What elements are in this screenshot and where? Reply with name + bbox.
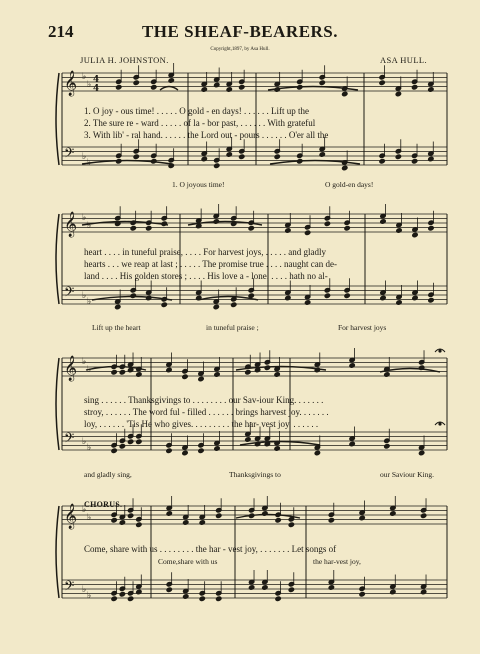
note-head xyxy=(216,596,222,601)
bass-cue-4-1: Come,share with us xyxy=(158,557,218,566)
flat-icon: ♭ xyxy=(82,291,87,301)
note-head xyxy=(248,226,254,231)
copyright-notice: Copyright,1897, by Asa Hull. xyxy=(210,47,270,52)
note-head xyxy=(136,522,142,527)
flat-icon: ♭ xyxy=(87,80,92,90)
note-head xyxy=(314,450,320,455)
note-head xyxy=(119,370,125,375)
lyricist-name: JULIA H. JOHNSTON. xyxy=(80,55,169,65)
verse-line-3-2: stroy, . . . . . . The word ful - filled . . . . . . brings harvest joy. . . . . . . xyxy=(84,407,329,417)
note-head xyxy=(111,370,117,375)
bass-clef-icon: 𝄢 xyxy=(64,145,75,164)
hymn-title: THE SHEAF-BEARERS. xyxy=(141,22,339,41)
note-head xyxy=(119,444,125,449)
time-signature: 4 xyxy=(93,75,100,85)
note-head xyxy=(275,518,281,523)
note-head xyxy=(136,439,142,444)
note-head xyxy=(328,518,334,523)
note-head xyxy=(412,85,418,90)
flat-icon: ♭ xyxy=(82,72,87,82)
verse-line-2-3: land . . . . His golden stores ; . . . . His love a - lone. . . . . hath no al- xyxy=(84,271,328,281)
flat-icon: ♭ xyxy=(87,591,92,601)
page-number: 214 xyxy=(48,22,74,41)
bass-cue-2-2: in tuneful praise ; xyxy=(206,323,259,332)
note-head xyxy=(161,302,167,307)
note-head xyxy=(324,293,330,298)
note-head xyxy=(133,80,139,85)
verse-line-1-1: 1. O joy - ous time! . . . . . O gold - en days! . . . . . . Lift up the xyxy=(84,106,309,116)
chorus-label: CHORUS. xyxy=(84,500,123,509)
note-head xyxy=(412,232,418,237)
note-head xyxy=(128,439,134,444)
verse-line-3-1: sing . . . . . . Thanksgivings to . . . . . . . . our Sav-iour King. . . . . . . xyxy=(84,395,324,405)
note-head xyxy=(231,302,237,307)
flat-icon: ♭ xyxy=(87,221,92,231)
note-head xyxy=(216,513,222,518)
flat-icon: ♭ xyxy=(87,513,92,523)
note-head xyxy=(116,85,122,90)
system-brace xyxy=(56,506,59,598)
note-head xyxy=(344,293,350,298)
note-head xyxy=(130,293,136,298)
bass-cue-3-3: our Saviour King. xyxy=(380,470,434,479)
bass-clef-icon: 𝄢 xyxy=(64,284,75,303)
bass-cue-2-1: Lift up the heart xyxy=(92,323,141,332)
bass-cue-1-2: O gold-en days! xyxy=(325,180,374,189)
flat-icon: ♭ xyxy=(87,443,92,453)
note-head xyxy=(384,444,390,449)
note-head xyxy=(166,587,172,592)
note-head xyxy=(146,226,152,231)
flat-icon: ♭ xyxy=(87,297,92,307)
note-head xyxy=(395,91,401,96)
fermata-dot xyxy=(439,350,441,352)
chorus-line: Come, share with us . . . . . . . . the har - vest joy, . . . . . . . Let songs of xyxy=(84,544,337,554)
flat-icon: ♭ xyxy=(87,365,92,375)
note-head xyxy=(128,596,134,601)
composer-name: ASA HULL. xyxy=(380,55,428,65)
note-head xyxy=(342,91,348,96)
fermata-dot xyxy=(439,423,441,425)
bass-cue-4-2: the har-vest joy, xyxy=(313,557,361,566)
note-head xyxy=(239,154,245,159)
time-signature: 4 xyxy=(93,84,100,94)
note-head xyxy=(421,513,427,518)
bass-cue-3-1: and gladly sing, xyxy=(84,470,132,479)
note-head xyxy=(115,304,121,309)
note-head xyxy=(166,448,172,453)
verse-line-1-3: 3. With lib' - ral hand. . . . . . the Lord out - pours . . . . . . O'er all the xyxy=(84,130,329,140)
note-head xyxy=(239,85,245,90)
flat-icon: ♭ xyxy=(82,213,87,223)
note-head xyxy=(395,154,401,159)
note-head xyxy=(342,165,348,170)
note-head xyxy=(419,450,425,455)
flat-icon: ♭ xyxy=(82,357,87,367)
note-head xyxy=(359,592,365,597)
note-head xyxy=(245,370,251,375)
system-brace xyxy=(56,214,59,304)
note-head xyxy=(344,226,350,231)
verse-line-2-1: heart . . . . in tuneful praise, . . . . For harvest joys, . . . . . and gladly xyxy=(84,247,326,257)
flat-icon: ♭ xyxy=(87,158,92,168)
note-head xyxy=(128,513,134,518)
flat-icon: ♭ xyxy=(82,437,87,447)
note-head xyxy=(428,298,434,303)
bass-clef-icon: 𝄢 xyxy=(64,430,75,449)
treble-clef-icon: 𝄞 xyxy=(64,504,78,529)
bass-cue-2-3: For harvest joys xyxy=(338,323,387,332)
note-head xyxy=(111,596,117,601)
flat-icon: ♭ xyxy=(82,152,87,162)
note-head xyxy=(379,80,385,85)
note-head xyxy=(119,592,125,597)
bass-cue-3-2: Thanksgivings to xyxy=(229,470,281,479)
flat-icon: ♭ xyxy=(82,505,87,515)
note-head xyxy=(133,154,139,159)
note-head xyxy=(111,518,117,523)
verse-line-2-2: hearts . . . we reap at last ; . . . . . The promise true . . . . naught can de- xyxy=(84,259,338,269)
note-head xyxy=(151,85,157,90)
treble-clef-icon: 𝄞 xyxy=(64,356,78,381)
note-head xyxy=(275,596,281,601)
bass-clef-icon: 𝄢 xyxy=(64,578,75,597)
flat-icon: ♭ xyxy=(82,585,87,595)
verse-line-3-3: loy, . . . . . . 'Tis He who gives. . . . . . . . . the har- vest joy. . . . . . . xyxy=(84,419,319,429)
note-head xyxy=(288,522,294,527)
note-head xyxy=(199,596,205,601)
note-head xyxy=(182,374,188,379)
note-head xyxy=(182,450,188,455)
note-head xyxy=(213,304,219,309)
note-head xyxy=(274,154,280,159)
note-head xyxy=(324,221,330,226)
note-head xyxy=(198,448,204,453)
note-head xyxy=(319,80,325,85)
slur xyxy=(160,87,178,91)
note-head xyxy=(379,159,385,164)
verse-line-1-2: 2. The sure re - ward . . . . . of la - bor past, . . . . . . With grateful xyxy=(84,118,316,128)
system-brace xyxy=(56,358,59,450)
note-head xyxy=(428,226,434,231)
note-head xyxy=(412,159,418,164)
note-head xyxy=(214,163,220,168)
note-head xyxy=(111,448,117,453)
note-head xyxy=(288,587,294,592)
note-head xyxy=(305,230,311,235)
bass-cue-1-1: 1. O joyous time! xyxy=(172,180,225,189)
treble-clef-icon: 𝄞 xyxy=(64,212,78,237)
note-head xyxy=(130,226,136,231)
note-head xyxy=(198,376,204,381)
treble-clef-icon: 𝄞 xyxy=(64,71,78,96)
system-brace xyxy=(56,73,59,165)
note-head xyxy=(264,365,270,370)
slur xyxy=(82,161,172,165)
